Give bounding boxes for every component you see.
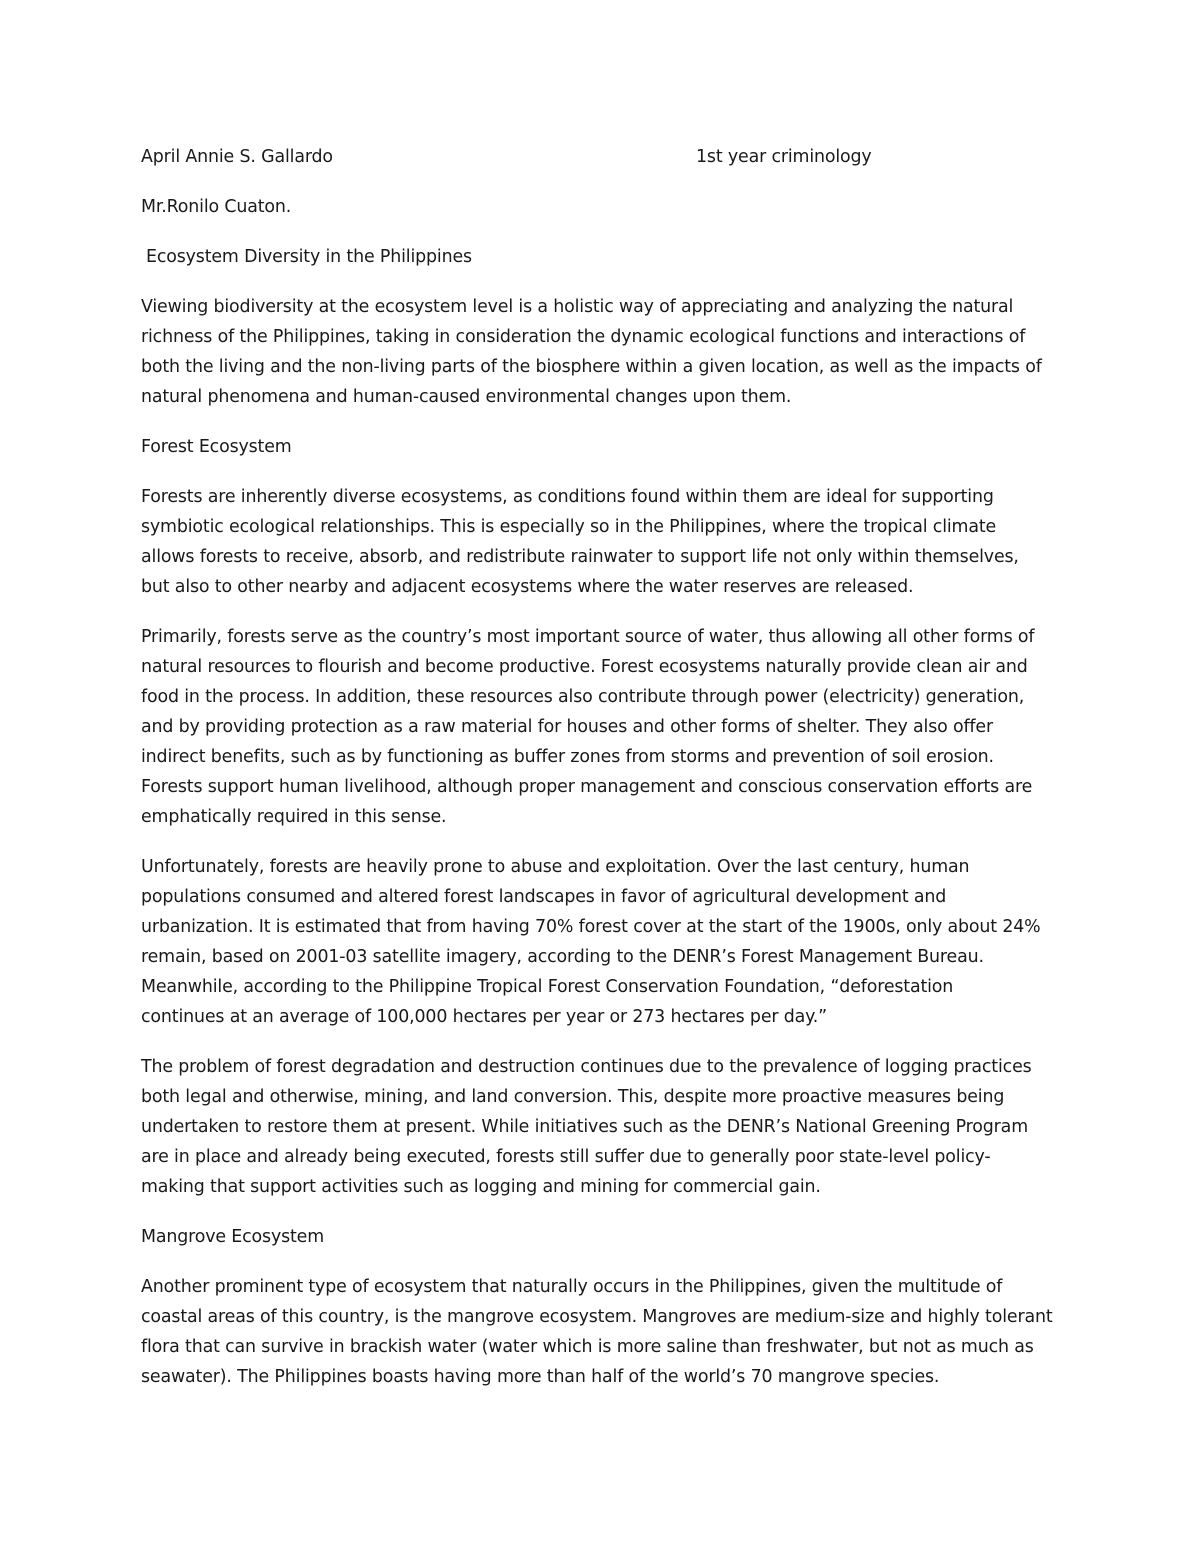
paragraph-line: are in place and already being executed, forests still suffer due to generally poor state-level policy- [141, 1147, 991, 1167]
paragraph-line: Forests are inherently diverse ecosystems, as conditions found within them are ideal for supporting [141, 487, 994, 507]
paragraph-line: Primarily, forests serve as the country’s most important source of water, thus allowing all other forms of [141, 627, 1035, 647]
paragraph-line: symbiotic ecological relationships. This is especially so in the Philippines, where the tropical climate [141, 517, 997, 537]
paragraph-line: food in the process. In addition, these resources also contribute through power (electricity) generation, [141, 687, 1025, 707]
student-name: April Annie S. Gallardo [141, 147, 333, 167]
intro-paragraph [141, 292, 1071, 412]
mangrove-paragraph-1 [141, 1272, 1071, 1392]
header-row [141, 142, 1071, 172]
paragraph-line: Forests support human livelihood, although proper management and conscious conservation efforts are [141, 777, 1033, 797]
course-label: 1st year criminology [696, 147, 872, 167]
instructor-name: Mr.Ronilo Cuaton. [141, 197, 292, 217]
document-title: Ecosystem Diversity in the Philippines [146, 247, 472, 267]
paragraph-line: richness of the Philippines, taking in consideration the dynamic ecological functions and interactions of [141, 327, 1026, 347]
paragraph-line: but also to other nearby and adjacent ecosystems where the water reserves are released. [141, 577, 914, 597]
paragraph-line: allows forests to receive, absorb, and redistribute rainwater to support life not only within themselves, [141, 547, 1019, 567]
paragraph-line: remain, based on 2001-03 satellite imagery, according to the DENR’s Forest Management Bureau. [141, 947, 984, 967]
paragraph-line: both the living and the non-living parts of the biosphere within a given location, as well as the impacts of [141, 357, 1042, 377]
mangrove-heading: Mangrove Ecosystem [141, 1227, 325, 1247]
paragraph-line: making that support activities such as logging and mining for commercial gain. [141, 1177, 821, 1197]
paragraph-line: natural phenomena and human-caused environmental changes upon them. [141, 387, 792, 407]
paragraph-line: continues at an average of 100,000 hectares per year or 273 hectares per day.” [141, 1007, 828, 1027]
paragraph-line: natural resources to flourish and become productive. Forest ecosystems naturally provide clean air and [141, 657, 1028, 677]
paragraph-line: emphatically required in this sense. [141, 807, 447, 827]
forest-paragraph-1 [141, 482, 1071, 602]
paragraph-line: both legal and otherwise, mining, and land conversion. This, despite more proactive measures being [141, 1087, 1005, 1107]
paragraph-line: coastal areas of this country, is the mangrove ecosystem. Mangroves are medium-size and highly tolerant [141, 1307, 1053, 1327]
forest-paragraph-3 [141, 852, 1071, 1032]
forest-paragraph-2 [141, 622, 1071, 832]
document-body [141, 142, 1071, 1412]
forest-heading: Forest Ecosystem [141, 437, 292, 457]
paragraph-line: Meanwhile, according to the Philippine Tropical Forest Conservation Foundation, “deforestation [141, 977, 954, 997]
paragraph-line: seawater). The Philippines boasts having more than half of the world’s 70 mangrove species. [141, 1367, 940, 1387]
paragraph-line: The problem of forest degradation and destruction continues due to the prevalence of logging practices [141, 1057, 1032, 1077]
paragraph-line: flora that can survive in brackish water (water which is more saline than freshwater, but not as much as [141, 1337, 1034, 1357]
paragraph-line: and by providing protection as a raw material for houses and other forms of shelter. They also offer [141, 717, 993, 737]
paragraph-line: urbanization. It is estimated that from having 70% forest cover at the start of the 1900s, only about 24% [141, 917, 1041, 937]
forest-paragraph-4 [141, 1052, 1071, 1202]
paragraph-line: Viewing biodiversity at the ecosystem level is a holistic way of appreciating and analyzing the natural [141, 297, 1014, 317]
paragraph-line: undertaken to restore them at present. While initiatives such as the DENR’s National Greening Program [141, 1117, 1028, 1137]
paragraph-line: Unfortunately, forests are heavily prone to abuse and exploitation. Over the last century, human [141, 857, 970, 877]
paragraph-line: populations consumed and altered forest landscapes in favor of agricultural development and [141, 887, 947, 907]
paragraph-line: Another prominent type of ecosystem that naturally occurs in the Philippines, given the multitude of [141, 1277, 1003, 1297]
paragraph-line: indirect benefits, such as by functioning as buffer zones from storms and prevention of soil erosion. [141, 747, 994, 767]
